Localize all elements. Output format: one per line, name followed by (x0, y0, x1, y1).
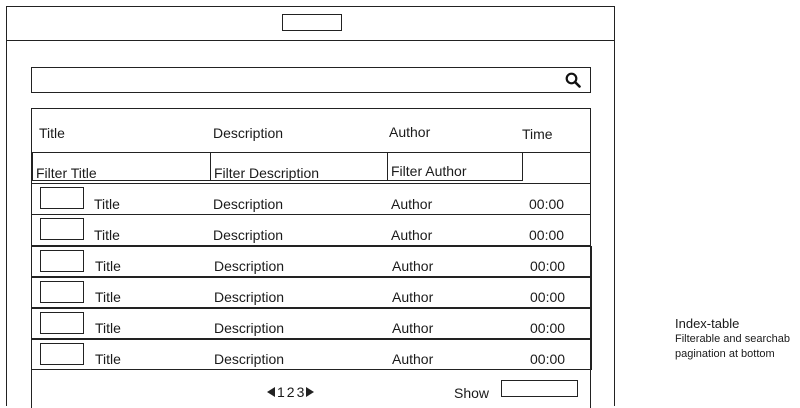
column-header-title[interactable]: Title (39, 125, 65, 141)
app-window (6, 6, 615, 406)
page-size-select[interactable] (501, 380, 578, 397)
row-thumbnail (40, 281, 84, 303)
row-description: Description (214, 320, 285, 336)
page-link-3[interactable]: 3 (296, 384, 305, 400)
row-thumbnail (40, 250, 84, 272)
row-thumbnail (40, 312, 84, 334)
row-thumbnail (40, 187, 84, 209)
filter-description-input[interactable]: Filter Description (210, 152, 388, 181)
row-time: 00:00 (530, 351, 566, 367)
search-bar[interactable] (31, 67, 591, 93)
row-time: 00:00 (530, 289, 566, 305)
row-time: 00:00 (529, 196, 565, 212)
row-thumbnail (40, 218, 84, 240)
row-title: Title (95, 289, 121, 305)
pagination (267, 384, 314, 400)
annotation-text-line-2: pagination at bottom (675, 348, 775, 360)
prev-page-icon[interactable] (267, 387, 275, 397)
table-header (32, 109, 590, 153)
row-thumbnail (40, 343, 84, 365)
row-description: Description (214, 258, 285, 274)
row-author: Author (391, 196, 433, 212)
page-link-2[interactable]: 2 (286, 384, 295, 400)
table-row[interactable] (31, 339, 592, 370)
row-time: 00:00 (530, 258, 566, 274)
filter-row (32, 152, 590, 184)
index-table (31, 108, 591, 408)
table-row[interactable] (32, 184, 590, 215)
row-author: Author (392, 289, 434, 305)
annotation-text-line-1: Filterable and searchab (675, 333, 790, 345)
filter-title-input[interactable]: Filter Title (32, 152, 211, 181)
row-author: Author (391, 227, 433, 243)
annotation-title: Index-table (675, 316, 740, 331)
table-row[interactable] (31, 246, 592, 277)
row-author: Author (392, 351, 434, 367)
next-page-icon[interactable] (306, 387, 314, 397)
row-title: Title (94, 196, 120, 212)
filter-author-input[interactable]: Filter Author (387, 152, 523, 181)
row-description: Description (214, 289, 285, 305)
column-header-description[interactable]: Description (213, 125, 284, 141)
logo-placeholder[interactable] (282, 14, 342, 31)
show-label: Show (454, 385, 490, 401)
row-title: Title (94, 227, 120, 243)
row-description: Description (213, 227, 284, 243)
row-time: 00:00 (529, 227, 565, 243)
search-icon[interactable] (565, 72, 581, 88)
row-title: Title (95, 351, 121, 367)
row-time: 00:00 (530, 320, 566, 336)
column-header-author[interactable]: Author (389, 124, 431, 140)
page-link-1[interactable]: 1 (277, 384, 285, 400)
table-row[interactable] (31, 277, 592, 308)
row-author: Author (392, 320, 434, 336)
row-description: Description (214, 351, 285, 367)
table-row[interactable] (32, 215, 590, 246)
row-description: Description (213, 196, 284, 212)
search-input[interactable] (36, 71, 560, 90)
table-row[interactable] (31, 308, 592, 339)
top-bar (7, 7, 614, 41)
column-header-time[interactable]: Time (522, 126, 553, 142)
row-title: Title (95, 258, 121, 274)
row-title: Title (95, 320, 121, 336)
row-author: Author (392, 258, 434, 274)
